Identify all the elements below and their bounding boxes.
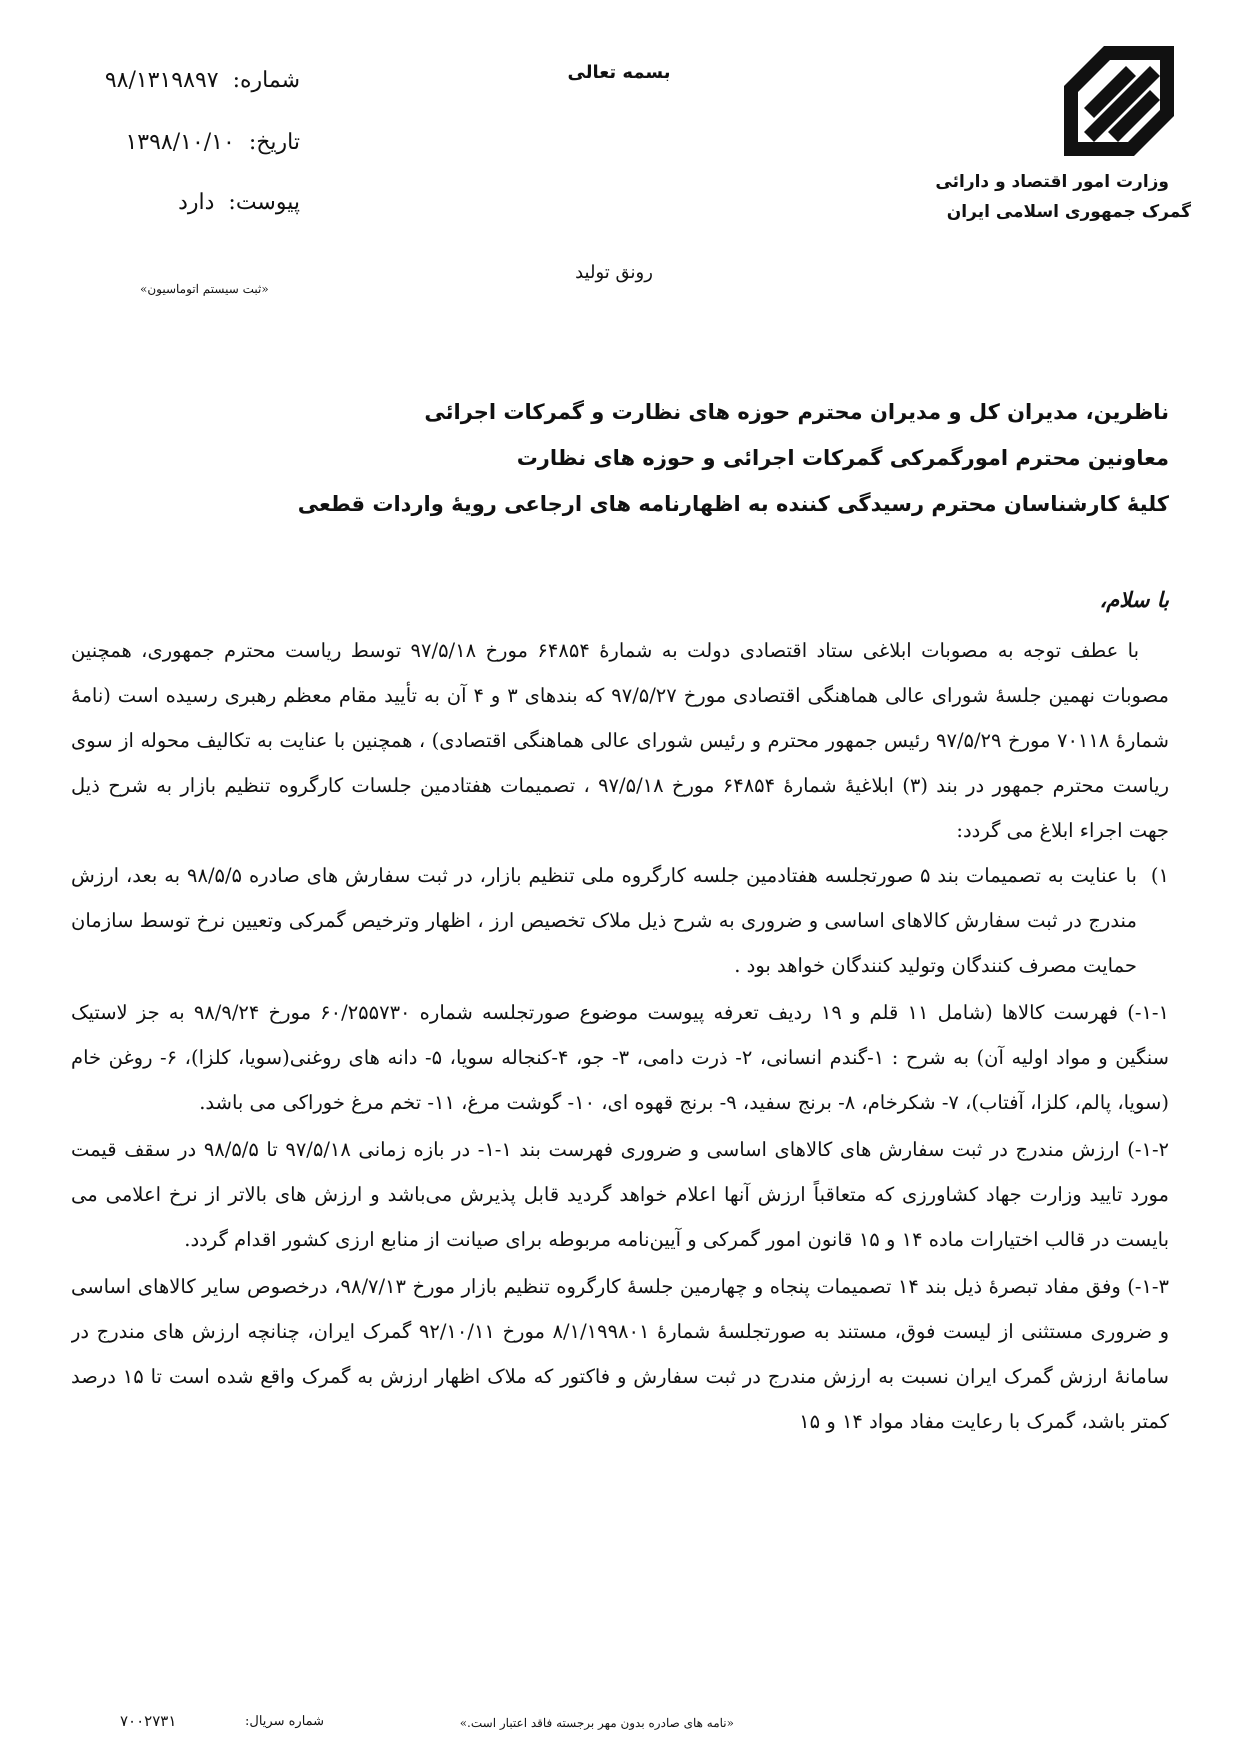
basmala: بسمه تعالی [567,62,671,83]
numbered-item [71,853,1169,988]
item-text: با عنایت به تصمیمات بند ۵ صورتجلسه هفتادمین جلسه کارگروه ملی تنظیم بازار، در ثبت سفارش های صادره ۹۸/۵/۵ به بعد، ارزش مندرج در ثبت سفارش کالاهای اساسی و ضروری به شرح ذیل ملاک تخصیص ارز ، اظهار وترخیص گمرکی وتعیین نرخ توسط سازمان حمایت مصرف کنندگان وتولید کنندگان خواهد بود . [71,864,1137,977]
footer-seal-note: «نامه های صادره بدون مهر برجسته فاقد اعتبار است.» [459,1716,734,1730]
attachment-value: دارد [178,190,215,215]
letter-body [71,628,1169,1608]
recipient-line: معاونین محترم امورگمرکی گمرکات اجرائی و حوزه های نظارت [516,446,1169,470]
letter-number [70,68,300,93]
intro-paragraph: با عطف توجه به مصوبات ابلاغی ستاد اقتصادی دولت به شمارهٔ ۶۴۸۵۴ مورخ ۹۷/۵/۱۸ توسط ریاست محترم جمهوری، همچنین مصوبات نهمین جلسهٔ شورای عالی هماهنگی اقتصادی مورخ ۹۷/۵/۲۷ که بندهای ۳ و ۴ آن به تأیید مقام معظم رهبری رسیده است (نامهٔ شمارهٔ ۷۰۱۱۸ مورخ ۹۷/۵/۲۹ رئیس جمهور محترم و رئیس شورای عالی هماهنگی اقتصادی) ، همچنین با عنایت به تکالیف محوله از سوی ریاست محترم جمهور در بند (۳) ابلاغیهٔ شمارهٔ ۶۴۸۵۴ مورخ ۹۷/۵/۱۸ ، تصمیمات هفتادمین جلسات کارگروه تنظیم بازار به شرح ذیل جهت اجراء ابلاغ می گردد: [71,639,1169,842]
recipient-line: کلیهٔ کارشناسان محترم رسیدگی کننده به اظهارنامه های ارجاعی رویهٔ واردات قطعی [297,492,1169,516]
serial-number-value: ۷۰۰۲۷۳۱ [120,1712,177,1730]
sub-item-1-2: ۱-۲-) ارزش مندرج در ثبت سفارش های کالاهای اساسی و ضروری فهرست بند ۱-۱- در بازه زمانی ۹۷/۵/۱۸ تا ۹۸/۵/۵ در سقف قیمت مورد تایید وزارت جهاد کشاورزی که متعاقباً ارزش آنها اعلام خواهد گردید قابل پذیرش می‌باشد و ارزش های بالاتر از نرخ اعلامی می بایست در قالب اختیارات ماده ۱۴ و ۱۵ قانون امور گمرکی و آیین‌نامه مربوطه برای صیانت از منابع ارزی کشور اقدام گردد. [71,1138,1169,1251]
recipient-line: ناظرین، مدیران کل و مدیران محترم حوزه های نظارت و گمرکات اجرائی [424,400,1169,424]
letter-number-label: شماره: [232,68,300,93]
letter-date-label: تاریخ: [248,130,300,155]
slogan: رونق تولید [575,262,653,283]
serial-number-label: شماره سریال: [245,1714,325,1729]
greeting: با سلام، [1099,588,1169,612]
ministry-name: وزارت امور اقتصاد و دارائی [935,172,1169,192]
customs-logo-icon [1064,46,1174,156]
letter-date-value: ۱۳۹۸/۱۰/۱۰ [125,130,235,155]
letter-attachment [140,190,300,215]
automation-registration-note: «ثبت سیستم اتوماسیون» [140,282,269,296]
letter-number-value: ۹۸/۱۳۱۹۸۹۷ [104,68,219,93]
sub-item-1-1: ۱-۱-) فهرست کالاها (شامل ۱۱ قلم و ۱۹ ردیف تعرفه پیوست موضوع صورتجلسه شماره ۶۰/۲۵۵۷۳۰ مورخ ۹۸/۹/۲۴ به جز لاستیک سنگین و مواد اولیه آن) به شرح : ۱-گندم انسانی، ۲- ذرت دامی، ۳- جو، ۴-کنجاله سویا، ۵- دانه های روغنی(سویا، کلزا)، ۶- روغن خام (سویا، پالم، کلزا، آفتاب)، ۷- شکرخام، ۸- برنج سفید، ۹- برنج قهوه ای، ۱۰- گوشت مرغ، ۱۱- تخم مرغ خوراکی می باشد. [71,1001,1169,1114]
sub-item-1-3: ۱-۳-) وفق مفاد تبصرهٔ ذیل بند ۱۴ تصمیمات پنجاه و چهارمین جلسهٔ کارگروه تنظیم بازار مورخ ۹۸/۷/۱۳، درخصوص سایر کالاهای اساسی و ضروری مستثنی از لیست فوق، مستند به صورتجلسهٔ شمارهٔ ۸/۱/۱۹۹۸۰۱ مورخ ۹۲/۱۰/۱۱ گمرک ایران، چنانچه ارزش های مندرج در سامانهٔ ارزش گمرک ایران نسبت به ارزش مندرج در ثبت سفارش و فاکتور که ملاک اظهار ارزش به گمرک واقع شده است تا ۱۵ درصد کمتر باشد، گمرک با رعایت مفاد مواد ۱۴ و ۱۵ [71,1275,1169,1433]
letter-date [70,130,300,155]
item-number: ۱) [1150,864,1169,887]
customs-name: گمرک جمهوری اسلامی ایران [946,202,1191,222]
attachment-label: پیوست: [228,190,300,215]
